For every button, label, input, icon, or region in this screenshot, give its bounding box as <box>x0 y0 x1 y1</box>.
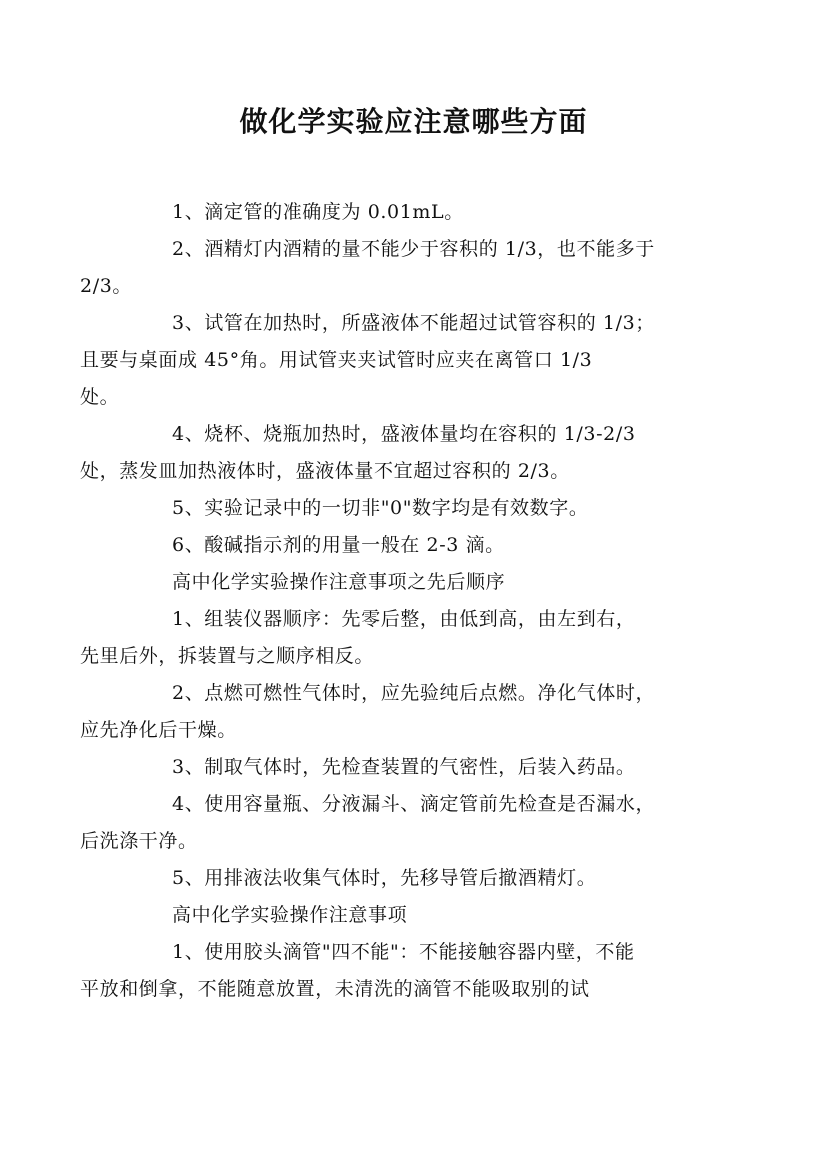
paragraph-line: 5、用排液法收集气体时，先移导管后撤酒精灯。 <box>172 867 597 889</box>
paragraph-line: 1、滴定管的准确度为 0.01mL。 <box>172 201 464 223</box>
paragraph-line: 3、制取气体时，先检查装置的气密性，后装入药品。 <box>172 756 636 778</box>
paragraph-line: 处，蒸发皿加热液体时，盛液体量不宜超过容积的 2/3。 <box>80 460 570 482</box>
paragraph-10 <box>80 786 706 860</box>
paragraph-11 <box>126 860 706 897</box>
paragraph-line: 处。 <box>80 386 120 408</box>
paragraph-line: 1、组装仪器顺序：先零后整，由低到高，由左到右， <box>172 608 636 630</box>
paragraph-8 <box>80 675 706 749</box>
document-title: 做化学实验应注意哪些方面 <box>239 105 588 138</box>
paragraph-12 <box>80 934 706 1008</box>
paragraph-line: 高中化学实验操作注意事项 <box>172 904 408 926</box>
paragraph-9 <box>126 749 706 786</box>
document-body <box>80 194 706 1008</box>
paragraph-7 <box>80 601 706 675</box>
section-heading-order <box>126 564 706 601</box>
paragraph-line: 4、使用容量瓶、分液漏斗、滴定管前先检查是否漏水， <box>172 793 656 815</box>
paragraph-4 <box>80 416 706 490</box>
paragraph-line: 4、烧杯、烧瓶加热时，盛液体量均在容积的 1/3-2/3 <box>172 423 636 445</box>
paragraph-2 <box>80 231 706 305</box>
paragraph-line: 3、试管在加热时，所盛液体不能超过试管容积的 1/3； <box>172 312 655 334</box>
paragraph-line: 应先净化后干燥。 <box>80 719 237 741</box>
paragraph-1 <box>126 194 706 231</box>
paragraph-line: 平放和倒拿，不能随意放置，未清洗的滴管不能吸取别的试 <box>80 978 590 1000</box>
paragraph-line: 后洗涤干净。 <box>80 830 198 852</box>
paragraph-6 <box>126 527 706 564</box>
paragraph-line: 2/3。 <box>80 275 132 297</box>
paragraph-line: 高中化学实验操作注意事项之先后顺序 <box>172 571 506 593</box>
paragraph-line: 2、点燃可燃性气体时，应先验纯后点燃。净化气体时， <box>172 682 656 704</box>
paragraph-line: 5、实验记录中的一切非"0"数字均是有效数字。 <box>172 497 589 519</box>
paragraph-line: 2、酒精灯内酒精的量不能少于容积的 1/3，也不能多于 <box>172 238 655 260</box>
paragraph-3 <box>80 305 706 416</box>
paragraph-line: 且要与桌面成 45°角。用试管夹夹试管时应夹在离管口 1/3 <box>80 349 593 371</box>
paragraph-line: 6、酸碱指示剂的用量一般在 2-3 滴。 <box>172 534 505 556</box>
section-heading-notes <box>126 897 706 934</box>
paragraph-line: 先里后外，拆装置与之顺序相反。 <box>80 645 375 667</box>
paragraph-line: 1、使用胶头滴管"四不能"：不能接触容器内壁，不能 <box>172 941 635 963</box>
paragraph-5 <box>126 490 706 527</box>
